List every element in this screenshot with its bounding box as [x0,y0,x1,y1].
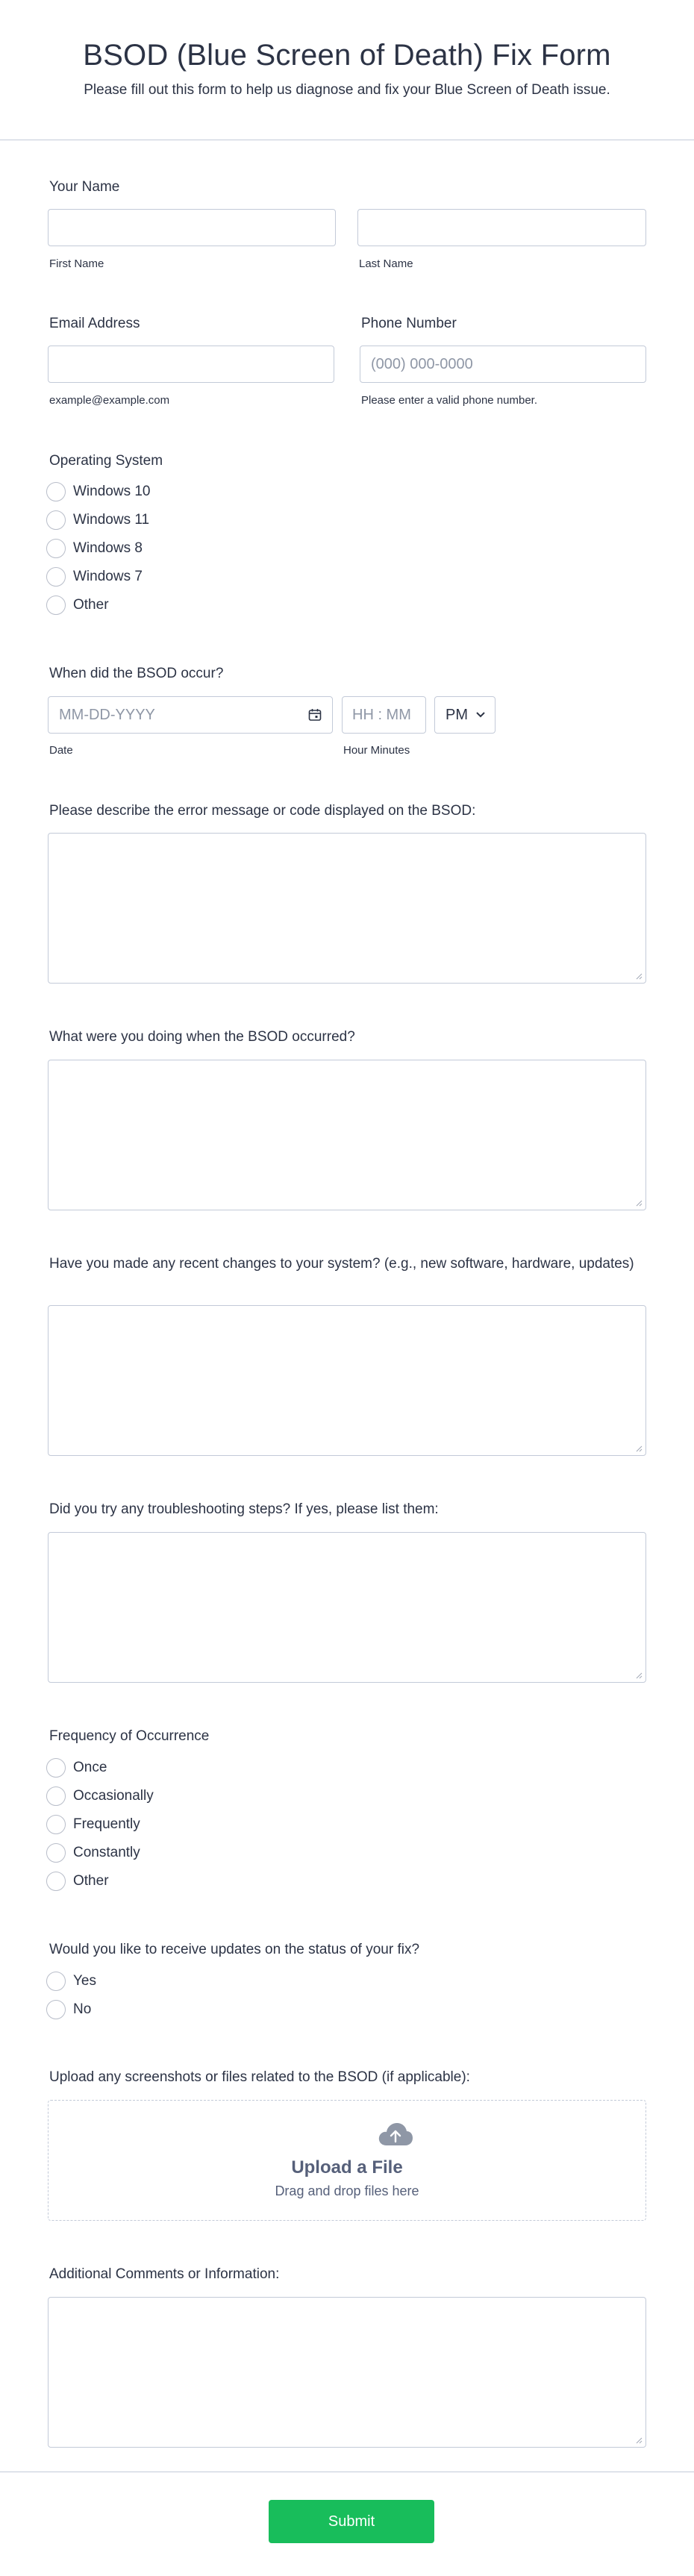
date-placeholder: MM-DD-YYYY [59,706,155,723]
updates-option-no[interactable]: No [46,1995,96,2024]
radio-button[interactable] [46,1758,66,1778]
frequency-option-occasionally[interactable]: Occasionally [46,1782,154,1810]
time-placeholder: HH : MM [352,706,411,723]
frequency-option-constantly[interactable]: Constantly [46,1839,154,1867]
page-title: BSOD (Blue Screen of Death) Fix Form [83,39,611,72]
phone-label: Phone Number [361,316,457,331]
radio-button[interactable] [46,1843,66,1863]
first-name-sublabel: First Name [49,257,104,270]
updates-radio-group [46,1967,96,2024]
os-option-windows-10[interactable]: Windows 10 [46,478,151,506]
radio-button[interactable] [46,1872,66,1891]
frequency-radio-group [46,1754,154,1895]
os-option-windows-7[interactable]: Windows 7 [46,563,151,591]
os-option-other[interactable]: Other [46,591,151,619]
first-name-input[interactable] [48,209,336,246]
doing-label: What were you doing when the BSOD occurred? [49,1029,355,1045]
frequency-option-frequently[interactable]: Frequently [46,1810,154,1839]
updates-label: Would you like to receive updates on the status of your fix? [49,1942,420,1957]
radio-button[interactable] [46,539,66,558]
upload-hint: Drag and drop files here [275,2183,419,2198]
submit-button[interactable]: Submit [269,2500,434,2543]
troubleshooting-textarea[interactable] [48,1532,646,1683]
chevron-down-icon [475,711,486,719]
updates-option-yes[interactable]: Yes [46,1967,96,1995]
radio-button[interactable] [46,567,66,587]
troubleshooting-label: Did you try any troubleshooting steps? If yes, please list them: [49,1501,439,1517]
error-message-textarea[interactable] [48,833,646,984]
occurrence-label: When did the BSOD occur? [49,666,224,681]
frequency-label: Frequency of Occurrence [49,1728,210,1744]
form-header [0,0,694,140]
email-input[interactable] [48,346,334,383]
resize-handle-icon[interactable] [635,1199,643,1207]
cloud-upload-icon [378,2122,413,2147]
comments-textarea[interactable] [48,2297,646,2448]
radio-button[interactable] [46,510,66,530]
resize-handle-icon[interactable] [635,1445,643,1452]
radio-button[interactable] [46,482,66,501]
calendar-icon[interactable] [308,708,322,722]
email-label: Email Address [49,316,140,331]
resize-handle-icon[interactable] [635,2436,643,2444]
frequency-option-once[interactable]: Once [46,1754,154,1782]
resize-handle-icon[interactable] [635,1672,643,1679]
name-label: Your Name [49,179,120,195]
changes-label: Have you made any recent changes to your system? (e.g., new software, hardware, updates) [49,1256,634,1272]
phone-sublabel: Please enter a valid phone number. [361,394,537,407]
os-radio-group [46,478,151,619]
date-input[interactable] [48,696,333,734]
upload-label: Upload any screenshots or files related to the BSOD (if applicable): [49,2069,470,2085]
email-sublabel: example@example.com [49,394,170,407]
radio-button[interactable] [46,1786,66,1806]
doing-textarea[interactable] [48,1060,646,1210]
date-sublabel: Date [49,744,73,757]
error-message-label: Please describe the error message or code displayed on the BSOD: [49,803,476,819]
comments-label: Additional Comments or Information: [49,2266,280,2282]
radio-button[interactable] [46,2000,66,2019]
page-subtitle: Please fill out this form to help us diagnose and fix your Blue Screen of Death issue. [84,82,610,98]
radio-button[interactable] [46,1815,66,1834]
radio-button[interactable] [46,1972,66,1991]
resize-handle-icon[interactable] [635,972,643,980]
last-name-input[interactable] [357,209,646,246]
frequency-option-other[interactable]: Other [46,1867,154,1895]
os-option-windows-8[interactable]: Windows 8 [46,534,151,563]
os-label: Operating System [49,453,163,469]
phone-placeholder: (000) 000-0000 [371,355,473,372]
os-option-windows-11[interactable]: Windows 11 [46,506,151,534]
last-name-sublabel: Last Name [359,257,413,270]
ampm-value: PM [446,706,468,723]
radio-button[interactable] [46,595,66,615]
upload-title: Upload a File [291,2157,403,2178]
time-sublabel: Hour Minutes [343,744,410,757]
ampm-select[interactable] [434,696,496,734]
file-upload-dropzone[interactable] [48,2100,646,2221]
time-input[interactable] [342,696,426,734]
changes-textarea[interactable] [48,1305,646,1456]
phone-input[interactable] [360,346,646,383]
